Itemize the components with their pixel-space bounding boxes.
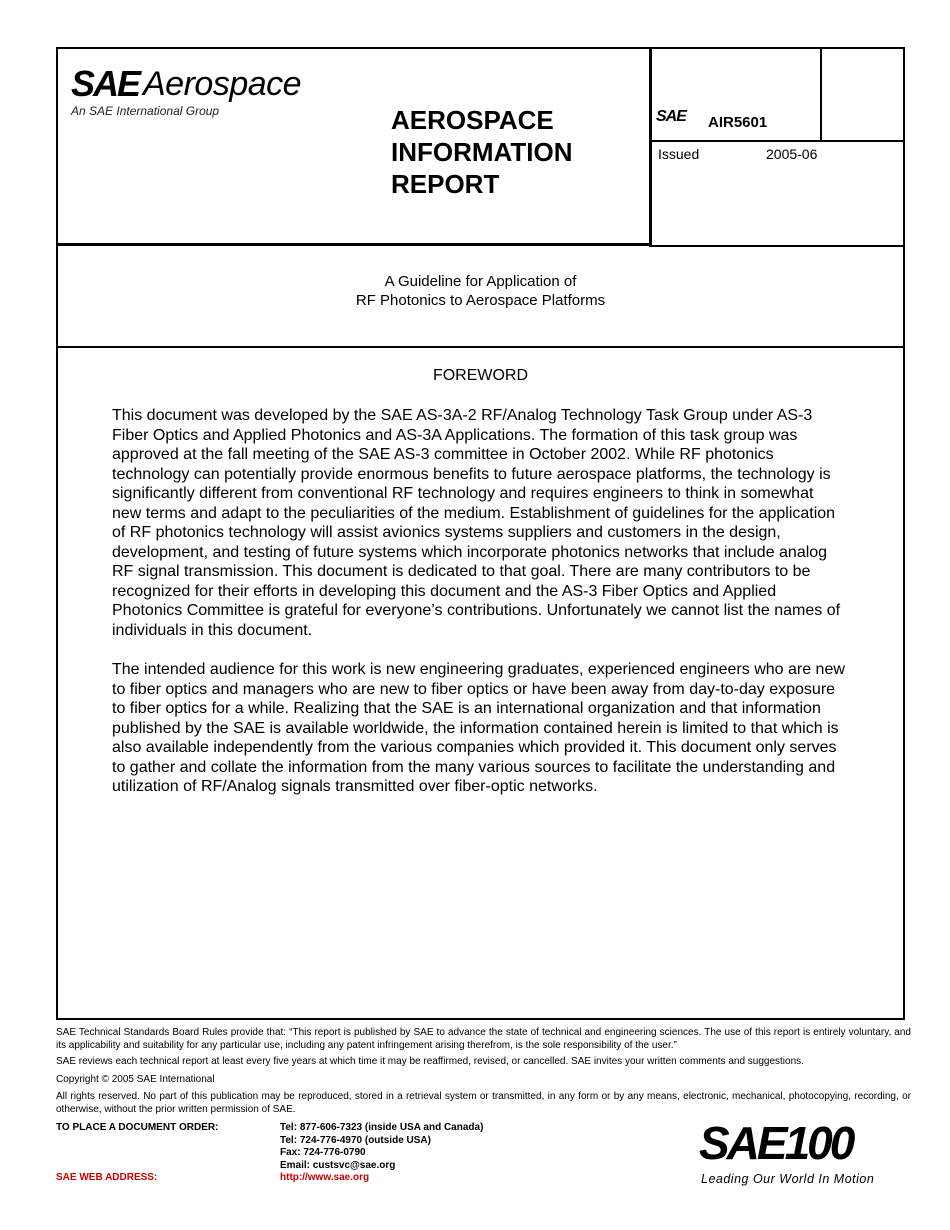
document-number: AIR5601 (708, 114, 768, 131)
doc-number-divider (820, 48, 822, 141)
foreword-heading: FOREWORD (432, 367, 529, 384)
logo-brand: SAE (71, 63, 140, 104)
order-label: TO PLACE A DOCUMENT ORDER: (56, 1122, 219, 1133)
sae100-wordmark: SAE100 (699, 1117, 853, 1169)
document-title (58, 272, 903, 310)
doc-type-line1: AEROSPACE (391, 105, 554, 135)
doc-type-line2: INFORMATION (391, 137, 573, 167)
sae100-logo (699, 1118, 904, 1188)
issued-box-underline (650, 245, 905, 247)
title-divider (57, 346, 905, 348)
sae100-tagline: Leading Our World In Motion (701, 1172, 875, 1186)
header-divider (57, 243, 651, 246)
standards-rules-text: SAE Technical Standards Board Rules provide that: “This report is published by SAE to advance the state of technical and engineering sciences. The use of this report is entirely voluntary, and its applicability and suitability for any particular use, including any patent infringement arising therefrom, is the sole responsibility of the user.” (56, 1027, 911, 1051)
web-address-label: SAE WEB ADDRESS: (56, 1172, 158, 1183)
doc-type-line3: REPORT (391, 169, 500, 199)
header-column-divider (649, 48, 652, 247)
sae-mark: SAE (656, 108, 686, 125)
phone-international: Tel: 724-776-4970 (outside USA) (280, 1134, 431, 1146)
contact-info (280, 1122, 483, 1185)
foreword-paragraph-2: The intended audience for this work is new engineering graduates, experienced engineers who are new to fiber optics and managers who are new to fiber optics or have been away from day-to-day exposure to fiber optics for a while. Realizing that the SAE is an international organization and that information published by the SAE is available worldwide, the information contained herein is limited to that which is also available independently from the various companies which provided it. This document only serves to gather and collate the information from the many various sources to facilitate the understanding and utilization of RF/Analog signals transmitted over fiber-optic networks. (112, 661, 845, 795)
document-type (391, 104, 573, 200)
copyright-text: Copyright © 2005 SAE International (56, 1074, 215, 1085)
sae-aerospace-logo (71, 63, 331, 122)
rights-text: All rights reserved. No part of this publication may be reproduced, stored in a retrieval system or transmitted, in any form or by any means, electronic, mechanical, photocopying, recording, or otherwise, without the prior written permission of SAE. (56, 1091, 911, 1115)
issued-label: Issued (658, 146, 700, 162)
logo-subtitle: An SAE International Group (71, 104, 220, 118)
phone-domestic: Tel: 877-606-7323 (inside USA and Canada) (280, 1122, 484, 1133)
review-text: SAE reviews each technical report at least every five years at which time it may be reaffirmed, revised, or cancelled. SAE invites your written comments and suggestions. (56, 1056, 804, 1067)
foreword-paragraph-1: This document was developed by the SAE AS-3A-2 RF/Analog Technology Task Group under AS-3 Fiber Optics and Applied Photonics and AS-3A Applications. The formation of this task group was approved at the fall meeting of the SAE AS-3 committee in October 2002. While RF photonics technology can potentially provide enormous benefits to future aerospace platforms, the technology is significantly different from conventional RF technology and requires engineers to think in somewhat new terms and adapt to the peculiarities of the medium. Establishment of guidelines for the application of RF photonics technology will assist avionics systems suppliers and customers in the design, development, and testing of future systems which incorporate photonics networks that include analog RF signal transmission. This document is dedicated to that goal. There are many contributors to be recognized for their efforts in developing this document and the AS-3 Fiber Optics and Applied Photonics Committee is grateful for everyone’s contributions. Unfortunately we cannot list the names of individuals in this document. (112, 407, 841, 639)
issued-date: 2005-06 (766, 146, 818, 162)
fax-number: Fax: 724-776-0790 (280, 1147, 366, 1158)
email-address[interactable]: Email: custsvc@sae.org (280, 1159, 396, 1171)
logo-name: Aerospace (143, 65, 302, 103)
web-link[interactable]: http://www.sae.org (280, 1172, 370, 1183)
title-line1: A Guideline for Application of (384, 273, 577, 290)
title-line2: RF Photonics to Aerospace Platforms (355, 292, 606, 309)
doc-number-underline (650, 140, 905, 142)
